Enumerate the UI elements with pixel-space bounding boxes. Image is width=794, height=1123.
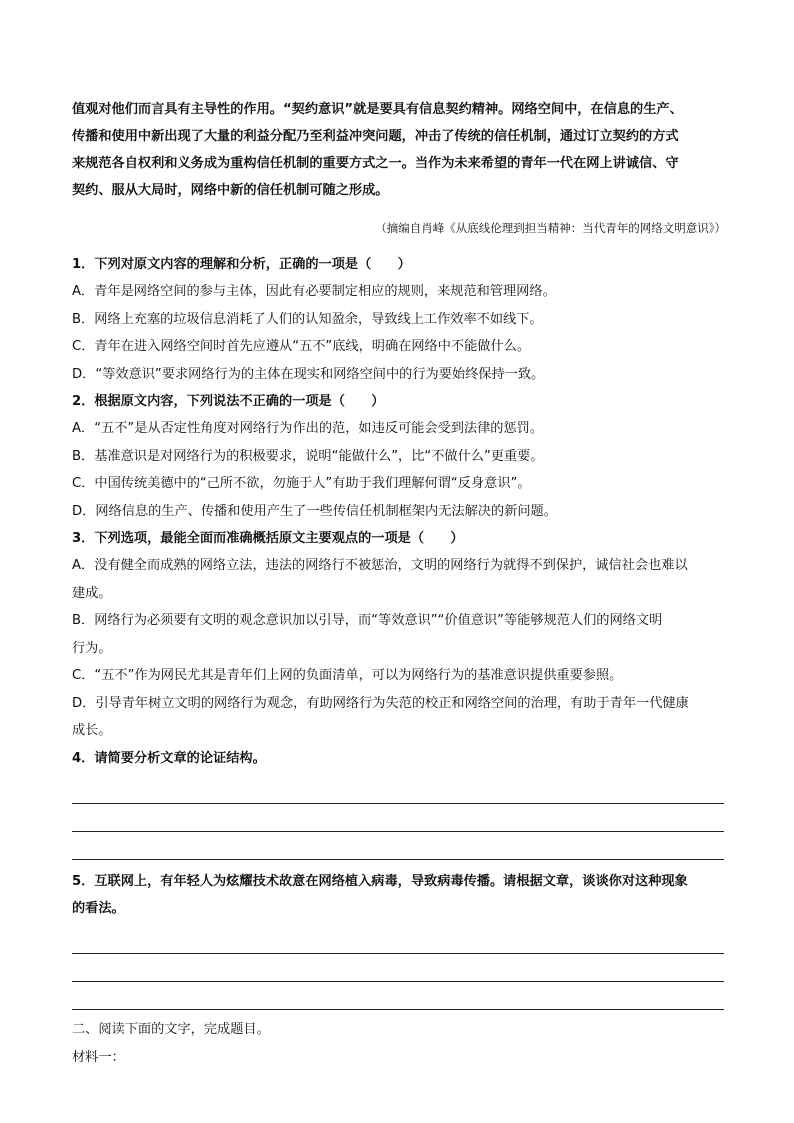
section-title: 二、阅读下面的文字，完成题目。	[72, 1021, 270, 1037]
answer-area[interactable]	[72, 776, 732, 860]
option-d-cont: 成长。	[72, 723, 112, 738]
question-1	[72, 251, 732, 388]
answer-line	[72, 832, 724, 860]
passage-line: 传播和使用中新出现了大量的利益分配乃至利益冲突问题，冲击了传统的信任机制，通过订立契约的方式	[72, 129, 679, 144]
passage-line: 契约、服从大局时，网络中新的信任机制可随之形成。	[72, 183, 389, 198]
answer-line	[72, 954, 724, 982]
option-a: A．青年是网络空间的参与主体，因此有必要制定相应的规则，来规范和管理网络。	[72, 284, 556, 299]
answer-line	[72, 804, 724, 832]
question-2	[72, 388, 732, 525]
option-c: C．“五不”作为网民尤其是青年们上网的负面清单，可以为网络行为的基准意识提供重要参照。	[72, 668, 623, 683]
answer-line	[72, 776, 724, 804]
option-a: A．“五不”是从否定性角度对网络行为作出的范，如违反可能会受到法律的惩罚。	[72, 421, 544, 436]
option-b: B．基准意识是对网络行为的积极要求，说明“能做什么”，比“不做什么”更重要。	[72, 448, 544, 464]
answer-area[interactable]	[72, 926, 732, 1010]
question-title-cont: 的看法。	[72, 900, 125, 916]
option-a-cont: 建成。	[72, 585, 112, 601]
option-b: B．网络上充塞的垃圾信息消耗了人们的认知盈余，导致线上工作效率不如线下。	[72, 311, 543, 327]
answer-line	[72, 926, 724, 954]
question-title: 2．根据原文内容，下列说法不正确的一项是（ ）	[72, 394, 385, 409]
question-title: 3．下列选项，最能全面而准确概括原文主要观点的一项是（ ）	[72, 531, 464, 546]
option-d: D．网络信息的生产、传播和使用产生了一些传信任机制框架内无法解决的新问题。	[72, 503, 557, 519]
option-b: B．网络行为必须要有文明的观念意识加以引导，而“等效意识”“价值意识”等能够规范人们的网络文明	[72, 613, 663, 628]
question-title: 1．下列对原文内容的理解和分析，正确的一项是（ ）	[72, 257, 411, 272]
option-d: D．引导青年树立文明的网络行为观念，有助网络行为失范的校正和网络空间的治理，有助于青年一代健康	[72, 695, 689, 711]
question-4	[72, 745, 732, 860]
option-c: C．中国传统美德中的“己所不欲，勿施于人”有助于我们理解何谓“反身意识”。	[72, 476, 531, 491]
option-c: C．青年在进入网络空间时首先应遵从“五不”底线，明确在网络中不能做什么。	[72, 339, 531, 354]
answer-line	[72, 982, 724, 1010]
option-b-cont: 行为。	[72, 640, 112, 656]
passage-source: （摘编自肖峰《从底线伦理到担当精神：当代青年的网络文明意识》）	[375, 220, 726, 235]
passage-line: 来规范各自权利和义务成为重构信任机制的重要方式之一。当作为未来希望的青年一代在网上讲诚信、守	[72, 156, 679, 171]
option-d: D．“等效意识”要求网络行为的主体在现实和网络空间中的行为要始终保持一致。	[72, 366, 545, 382]
material-label: 材料一：	[72, 1049, 125, 1065]
question-3	[72, 525, 732, 745]
question-title: 4．请简要分析文章的论证结构。	[72, 750, 266, 766]
question-title: 5．互联网上，有年轻人为炫耀技术故意在网络植入病毒，导致病毒传播。请根据文章，谈谈你对这种现象	[72, 873, 688, 889]
section-2	[72, 1016, 732, 1072]
passage-line: 值观对他们而言具有主导性的作用。“契约意识”就是要具有信息契约精神。网络空间中，在信息的生产、	[72, 102, 683, 117]
question-5	[72, 868, 732, 1010]
passage	[72, 96, 732, 240]
option-a: A．没有健全而成熟的网络立法，违法的网络行不被惩治，文明的网络行为就得不到保护，诚信社会也难以	[72, 558, 688, 573]
spacer	[72, 860, 732, 868]
document-content	[72, 96, 732, 1072]
